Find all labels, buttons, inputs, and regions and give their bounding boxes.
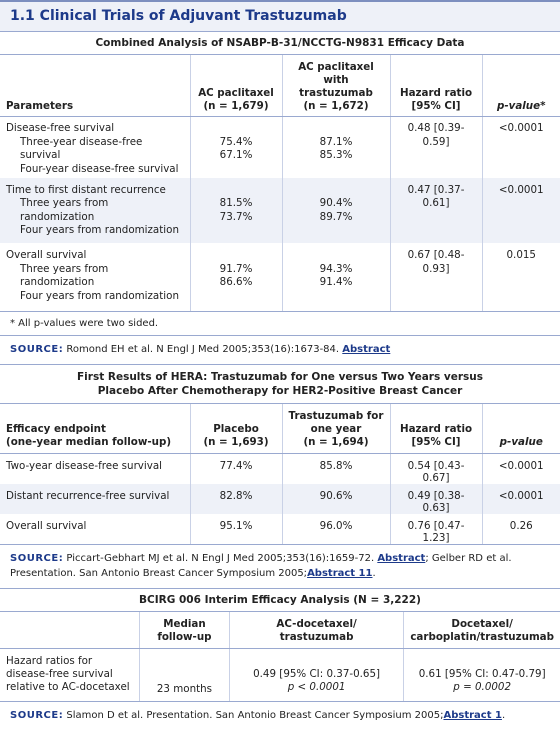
cell-hr: 0.49 [95% CI: 0.37-0.65]: [253, 667, 381, 680]
row-label: Two-year disease-free survival: [6, 459, 163, 472]
table1-header: [0, 55, 560, 117]
row-label: disease-free survival: [6, 667, 113, 680]
table-row: [0, 117, 560, 178]
table3-source: [0, 701, 560, 730]
t2-header-endpoint-2: (one-year median follow-up): [6, 436, 172, 448]
table1-footnote: * All p-values were two sided.: [0, 311, 560, 335]
cell-value: 85.8%: [282, 453, 390, 484]
t2-header-placebo: Placebo: [213, 423, 259, 436]
row-sublabel: Three years from randomization: [20, 197, 109, 223]
table2-source: [0, 544, 560, 588]
cell-p: 0.26: [482, 514, 560, 544]
row-label: relative to AC-docetaxel: [6, 681, 130, 694]
source-text: Romond EH et al. N Engl J Med 2005;353(16):1673-84.: [66, 343, 340, 355]
cell-median: 23 months: [140, 648, 230, 701]
cell-value: 87.1%: [319, 135, 353, 148]
cell-hr: 0.67 [0.48-0.93]: [407, 249, 465, 275]
cell-p: p < 0.0001: [287, 681, 346, 694]
cell-value: 86.6%: [219, 276, 253, 289]
t3-header-ac: AC-docetaxel/: [276, 617, 357, 630]
cell-value: 90.4%: [319, 197, 353, 210]
abstract-11-link[interactable]: Abstract 11: [307, 567, 373, 579]
cell-value: 73.7%: [219, 210, 253, 223]
t3-header-median: Median: [163, 617, 206, 630]
row-sublabel: Four years from randomization: [20, 289, 179, 302]
t1-header-ac-n: (n = 1,679): [203, 99, 269, 112]
cell-p: <0.0001: [482, 453, 560, 484]
cell-hr: 0.61 [95% CI: 0.47-0.79]: [418, 667, 546, 680]
t1-header-ac: AC paclitaxel: [198, 86, 274, 99]
row-label: Time to first distant recurrence: [6, 183, 166, 196]
source-end: .: [501, 709, 506, 721]
row-label: Disease-free survival: [6, 122, 115, 135]
source-text: ; Gelber RD et al. Presentation. San Antonio Breast Cancer Symposium 2005;: [10, 552, 512, 579]
source-end: .: [372, 567, 376, 579]
abstract-1-link[interactable]: Abstract 1: [443, 709, 502, 721]
t2-header-hr-ci: [95% CI]: [411, 436, 461, 448]
source-label: SOURCE:: [10, 552, 64, 564]
row-sublabel: Four years from randomization: [20, 224, 179, 237]
abstract-link[interactable]: Abstract: [342, 343, 391, 355]
t2-header-hr: Hazard ratio: [399, 423, 473, 436]
table2-title-line2: Placebo After Chemotherapy for HER2-Positive Breast Cancer: [97, 385, 463, 398]
table1-title: Combined Analysis of NSABP-B-31/NCCTG-N9831 Efficacy Data: [0, 32, 560, 55]
t1-header-pvalue: p-value*: [496, 99, 546, 112]
row-label: Overall survival: [6, 519, 87, 532]
t1-header-trast: AC paclitaxel: [298, 61, 374, 73]
t2-header-placebo-n: (n = 1,693): [203, 436, 269, 448]
row-label: Hazard ratios for: [6, 654, 93, 667]
row-sublabel: Three-year disease-free survival: [20, 135, 143, 162]
table-row: [0, 178, 560, 244]
table2-title: [0, 364, 560, 404]
cell-p: p = 0.0002: [453, 681, 512, 694]
table3: [0, 612, 560, 701]
row-label: Distant recurrence-free survival: [6, 489, 170, 502]
cell-hr: 0.47 [0.37-0.61]: [407, 183, 465, 210]
t2-header-endpoint: Efficacy endpoint: [6, 423, 106, 436]
table2-title-line1: First Results of HERA: Trastuzumab for One versus Two Years versus: [77, 370, 483, 383]
cell-value: 81.5%: [219, 197, 253, 210]
row-sublabel: Four-year disease-free survival: [20, 162, 179, 175]
abstract-link[interactable]: Abstract: [377, 552, 426, 564]
table1: [0, 55, 560, 311]
cell-hr: 0.54 [0.43-0.67]: [390, 453, 482, 484]
cell-hr: 0.48 [0.39-0.59]: [407, 122, 465, 148]
t2-header-trast: Trastuzumab for: [288, 410, 384, 423]
row-sublabel: Three years from randomization: [20, 262, 109, 289]
source-text: Piccart-Gebhart MJ et al. N Engl J Med 2005;353(16):1659-72.: [66, 552, 375, 564]
table-row: [0, 243, 560, 311]
t1-header-trast-n: (n = 1,672): [303, 99, 369, 112]
t2-header-trast-n: (n = 1,694): [303, 436, 369, 448]
cell-value: 91.7%: [219, 262, 253, 275]
t1-header-hr-ci: [95% CI]: [411, 99, 461, 112]
t2-header-pvalue: p-value: [499, 436, 543, 448]
cell-value: 75.4%: [219, 135, 253, 148]
cell-value: 96.0%: [282, 514, 390, 544]
table2-header: [0, 404, 560, 453]
cell-value: 67.1%: [219, 149, 253, 162]
cell-hr: 0.49 [0.38-0.63]: [390, 484, 482, 514]
cell-value: 82.8%: [190, 484, 282, 514]
t1-header-trast-2: with trastuzumab: [299, 73, 373, 99]
cell-hr: 0.76 [0.47-1.23]: [390, 514, 482, 544]
table-row: [0, 648, 560, 701]
cell-p: 0.015: [506, 249, 536, 262]
table-row: [0, 484, 560, 514]
row-label: Overall survival: [6, 249, 87, 262]
table-row: [0, 453, 560, 484]
table1-source: [0, 335, 560, 364]
t2-header-trast-2: one year: [310, 423, 362, 436]
cell-value: 95.1%: [190, 514, 282, 544]
cell-value: 90.6%: [282, 484, 390, 514]
table-row: [0, 514, 560, 544]
cell-p: <0.0001: [498, 183, 544, 196]
source-label: SOURCE:: [10, 343, 64, 355]
cell-p: <0.0001: [498, 122, 544, 135]
t3-header-dc: Docetaxel/: [451, 617, 513, 630]
table2: [0, 404, 560, 544]
table3-title: BCIRG 006 Interim Efficacy Analysis (N = 3,222): [0, 588, 560, 612]
cell-value: 77.4%: [190, 453, 282, 484]
t3-header-median-2: follow-up: [157, 630, 212, 643]
t3-header-dc-2: carboplatin/trastuzumab: [410, 630, 554, 643]
cell-value: 91.4%: [319, 276, 353, 289]
cell-p: <0.0001: [482, 484, 560, 514]
t1-header-parameters: Parameters: [6, 99, 74, 112]
cell-value: 85.3%: [319, 149, 353, 162]
source-label: SOURCE:: [10, 709, 64, 721]
table3-header: [0, 612, 560, 648]
cell-value: 94.3%: [319, 262, 353, 275]
t3-header-ac-2: trastuzumab: [279, 630, 354, 643]
cell-value: 89.7%: [319, 210, 353, 223]
source-text: Slamon D et al. Presentation. San Antonio Breast Cancer Symposium 2005;: [66, 709, 444, 721]
page-title: 1.1 Clinical Trials of Adjuvant Trastuzumab: [0, 0, 560, 32]
t1-header-hr: Hazard ratio: [399, 86, 473, 99]
